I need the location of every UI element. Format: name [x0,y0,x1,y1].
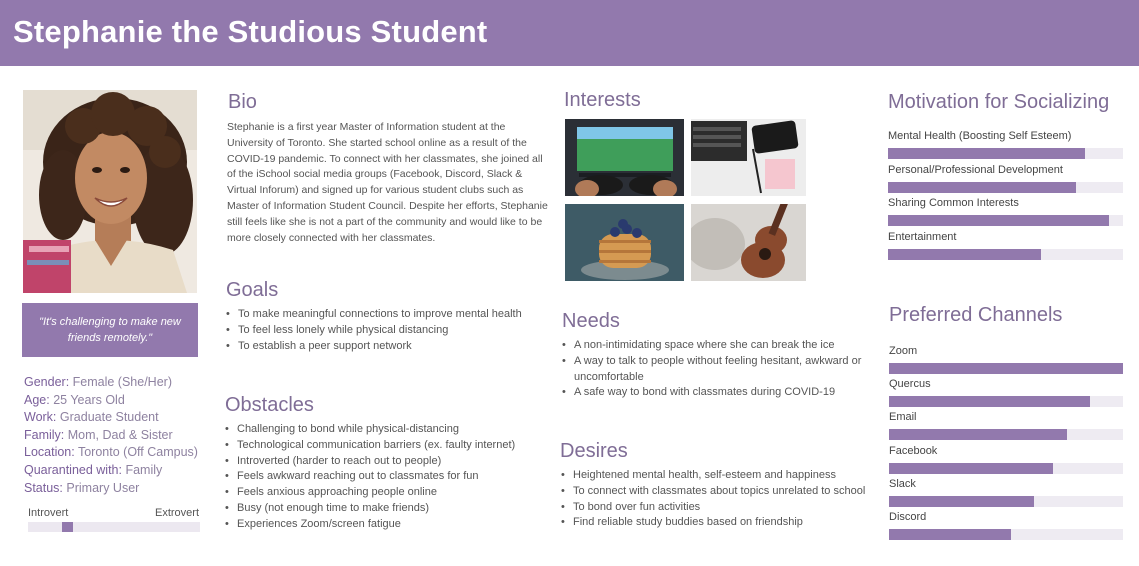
persona-facts [24,374,214,497]
list-item: • To bond over fun activities [561,500,881,516]
goals-list [226,307,546,354]
channel-bar-label: Quercus [889,378,931,391]
list-item: • To feel less lonely while physical distancing [226,323,546,339]
channel-bar-fill [889,529,1011,540]
needs-list [562,338,882,401]
motivation-bar-fill [888,249,1041,260]
motivation-bar-fill [888,215,1109,226]
list-item: • A safe way to bond with classmates during COVID-19 [562,385,882,401]
extrovert-label: Extrovert [155,507,200,519]
list-item: • A non-intimidating space where she can break the ice [562,338,882,354]
bio-heading: Bio [228,91,257,113]
list-item: • A way to talk to people without feeling hesitant, awkward or uncomfortable [562,354,882,386]
channel-bar-track [889,429,1123,440]
desires-heading: Desires [560,440,628,462]
persona-title: Stephanie the Studious Student [13,14,488,49]
bio-text: Stephanie is a first year Master of Information student at the University of Toronto. She started school online as a result of the COVID-19 pandemic. To connect with her classmates, she joined all of the iSchool social media groups (Facebook, Discord, Slack & Virtual Inforum) and signed up for various student clubs such as Master of Information Student Council. Despite her efforts, Stephanie still feels like she is not a part of the community and would like to be more closely connected with her classmates. [227,121,548,244]
goals-heading: Goals [226,279,279,301]
fact-family: Family: Mom, Dad & Sister [24,427,173,442]
list-item: • To make meaningful connections to improve mental health [226,307,546,323]
motivation-heading: Motivation for Socializing [888,91,1110,113]
channel-bar-label: Email [889,411,917,424]
channel-bar-label: Zoom [889,345,918,357]
persona-photo [23,90,197,293]
channel-bar-fill [889,396,1090,407]
introvert-label: Introvert [28,507,69,519]
fact-status: Status: Primary User [24,480,140,495]
needs-heading: Needs [562,310,620,332]
obstacles-list [225,422,545,533]
interests-heading: Interests [564,89,641,111]
personality-marker [62,522,73,532]
motivation-bar-track [888,249,1123,260]
channel-bar-track [889,396,1123,407]
desires-list [561,468,881,531]
motivation-bar-track [888,215,1123,226]
list-item: • Feels anxious approaching people online [225,485,545,501]
channel-bar-fill [889,363,1123,374]
guitar-image [691,204,806,281]
list-item: • Heightened mental health, self-esteem and happiness [561,468,881,484]
motivation-bar-track [888,182,1123,193]
portrait-image [23,90,197,293]
channel-bar-fill [889,429,1067,440]
list-item: • To connect with classmates about topics unrelated to school [561,484,881,500]
channel-bar-fill [889,496,1034,507]
gaming-image [565,119,684,196]
channel-bar-track [889,529,1123,540]
list-item: • Find reliable study buddies based on friendship [561,515,881,531]
channel-bar-track [889,463,1123,474]
channel-bar-label: Facebook [889,444,938,457]
fact-work: Work: Graduate Student [24,410,159,425]
list-item: • Introverted (harder to reach out to people) [225,454,545,470]
list-item: • Experiences Zoom/screen fatigue [225,517,545,533]
fact-quarantined: Quarantined with: Family [24,462,163,477]
personality-scale [28,522,200,532]
channel-bar-track [889,496,1123,507]
list-item: • Feels awkward reaching out to classmates for fun [225,469,545,485]
pancakes-image [565,204,684,281]
channel-bar-label: Slack [889,477,916,490]
list-item: • Challenging to bond while physical-distancing [225,422,545,438]
fact-location: Location: Toronto (Off Campus) [24,445,198,460]
fact-age: Age: 25 Years Old [24,392,125,407]
channel-bar-label: Discord [889,511,927,523]
obstacles-heading: Obstacles [225,394,314,416]
motivation-bar-label: Mental Health (Boosting Self Esteem) [888,130,1072,142]
list-item: • To establish a peer support network [226,339,546,355]
motivation-bar-track [888,148,1123,159]
channels-heading: Preferred Channels [889,304,1063,326]
study-desk-image [691,119,806,196]
list-item: • Technological communication barriers (ex. faulty internet) [225,438,545,454]
motivation-bar-fill [888,148,1085,159]
motivation-bar-label: Entertainment [888,230,957,243]
list-item: • Busy (not enough time to make friends) [225,501,545,517]
fact-gender: Gender: Female (She/Her) [24,375,172,389]
motivation-bar-fill [888,182,1076,193]
channel-bar-fill [889,463,1053,474]
header-banner [0,0,1139,66]
motivation-bar-label: Sharing Common Interests [888,197,1019,209]
persona-quote: "It's challenging to make new friends remotely." [22,303,198,357]
motivation-bar-label: Personal/Professional Development [888,163,1063,176]
channel-bar-track [889,363,1123,374]
